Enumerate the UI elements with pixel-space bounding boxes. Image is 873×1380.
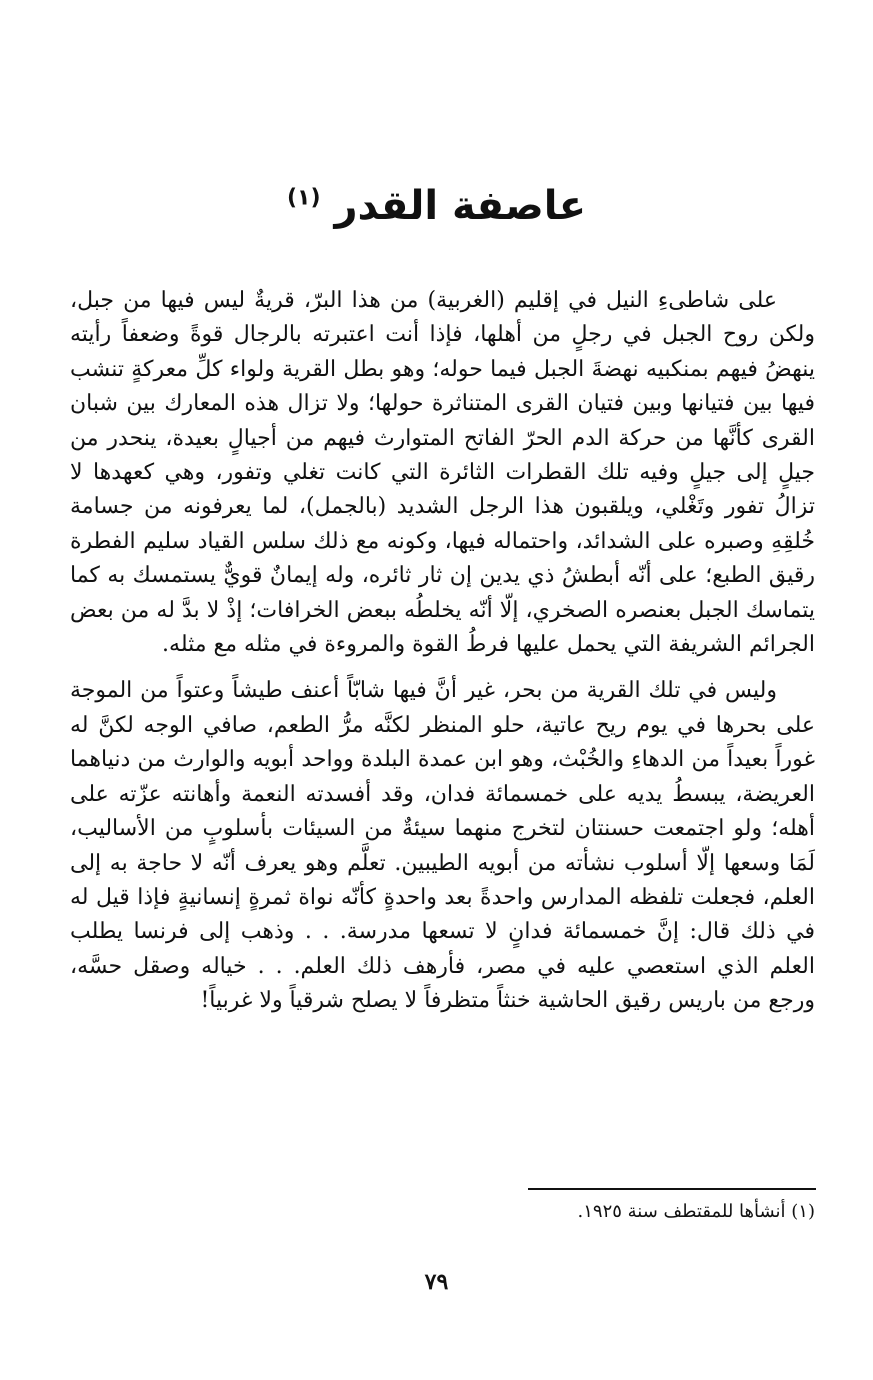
- body-text: [70, 284, 815, 1019]
- footnote-divider: [528, 1188, 816, 1190]
- paragraph-2: وليس في تلك القرية من بحر، غير أنَّ فيها شابّاً أعنف طيشاً وعتواً من الموجة على بحرها في يوم ريح عاتية، حلو المنظر لكنَّه مرُّ الطعم، صافي الوجه لكنَّ له غوراً بعيداً من الدهاءِ والخُبْث، وهو ابن عمدة البلدة وواحد أبويه والوارث من دنياهما العريضة، يبسطُ يديه على خمسمائة فدان، وقد أفسدته النعمة وأهانته عزّته على أهله؛ ولو اجتمعت حسنتان لتخرج منهما سيئةٌ من السيئات بأسلوبٍ من الأساليب، لَمَا وسعها إلّا أسلوب نشأته من أبويه الطيبين. تعلَّم وهو يعرف أنّه لا حاجة به إلى العلم، فجعلت تلفظه المدارس واحدةً بعد واحدةٍ كأنّه نواة ثمرةٍ إنسانيةٍ فإذا قيل له في ذلك قال: إنَّ خمسمائة فدانٍ لا تسعها مدرسة. . . وذهب إلى فرنسا يطلب العلم الذي استعصي عليه في مصر، فأرهف ذلك العلم. . . خياله وصقل حسَّه، ورجع من باريس رقيق الحاشية خنثاً متظرفاً لا يصلح شرقياً ولا غربياً!: [70, 678, 815, 1014]
- chapter-title: [0, 176, 873, 236]
- chapter-title-text: عاصفة القدر: [334, 183, 587, 229]
- footnote: (١) أنشأها للمقتطف سنة ١٩٢٥.: [577, 1201, 815, 1222]
- footnote-marker: (١): [286, 185, 321, 211]
- page-number: ٧٩: [424, 1269, 449, 1295]
- paragraph-1: على شاطىءِ النيل في إقليم (الغربية) من هذا البرّ، قريةٌ ليس فيها من جبل، ولكن روح الجبل في رجلٍ من أهلها، فإذا أنت اعتبرته بالرجال قوةً وضعفاً رأيته ينهضُ فيهم بمنكبيه نهضةَ الجبل فيما حوله؛ وهو بطل القرية ولواء كلِّ معركةٍ تنشب فيها بين فتيانها وبين فتيان القرى المتناثرة حولها؛ ولا تزال هذه المعارك بين شبان القرى كأنَّها من حركة الدم الحرّ الفاتح المتوارث فيهم من أجيالٍ بعيدة، ينحدر من جيلٍ إلى جيلٍ وفيه تلك القطرات الثائرة التي كانت تغلي وتفور، وهي كعهدها لا تزالُ تفور وتَغْلي، ويلقبون هذا الرجل الشديد (بالجمل)، لما يعرفونه من جسامة خُلقِهِ وصبره على الشدائد، واحتماله فيها، وكونه مع ذلك سلس القياد سليم الفطرة رقيق الطبع؛ على أنّه أبطشُ ذي يدين إن ثار ثائره، وله إيمانٌ قويٌّ يستمسك به كما يتماسك الجبل بعنصره الصخري، إلّا أنّه يخلطُه ببعض الخرافات؛ إذْ لا بدَّ له من بعض الجرائم الشريفة التي يحمل عليها فرطُ القوة والمروءة في مثله مع مثله.: [70, 288, 815, 658]
